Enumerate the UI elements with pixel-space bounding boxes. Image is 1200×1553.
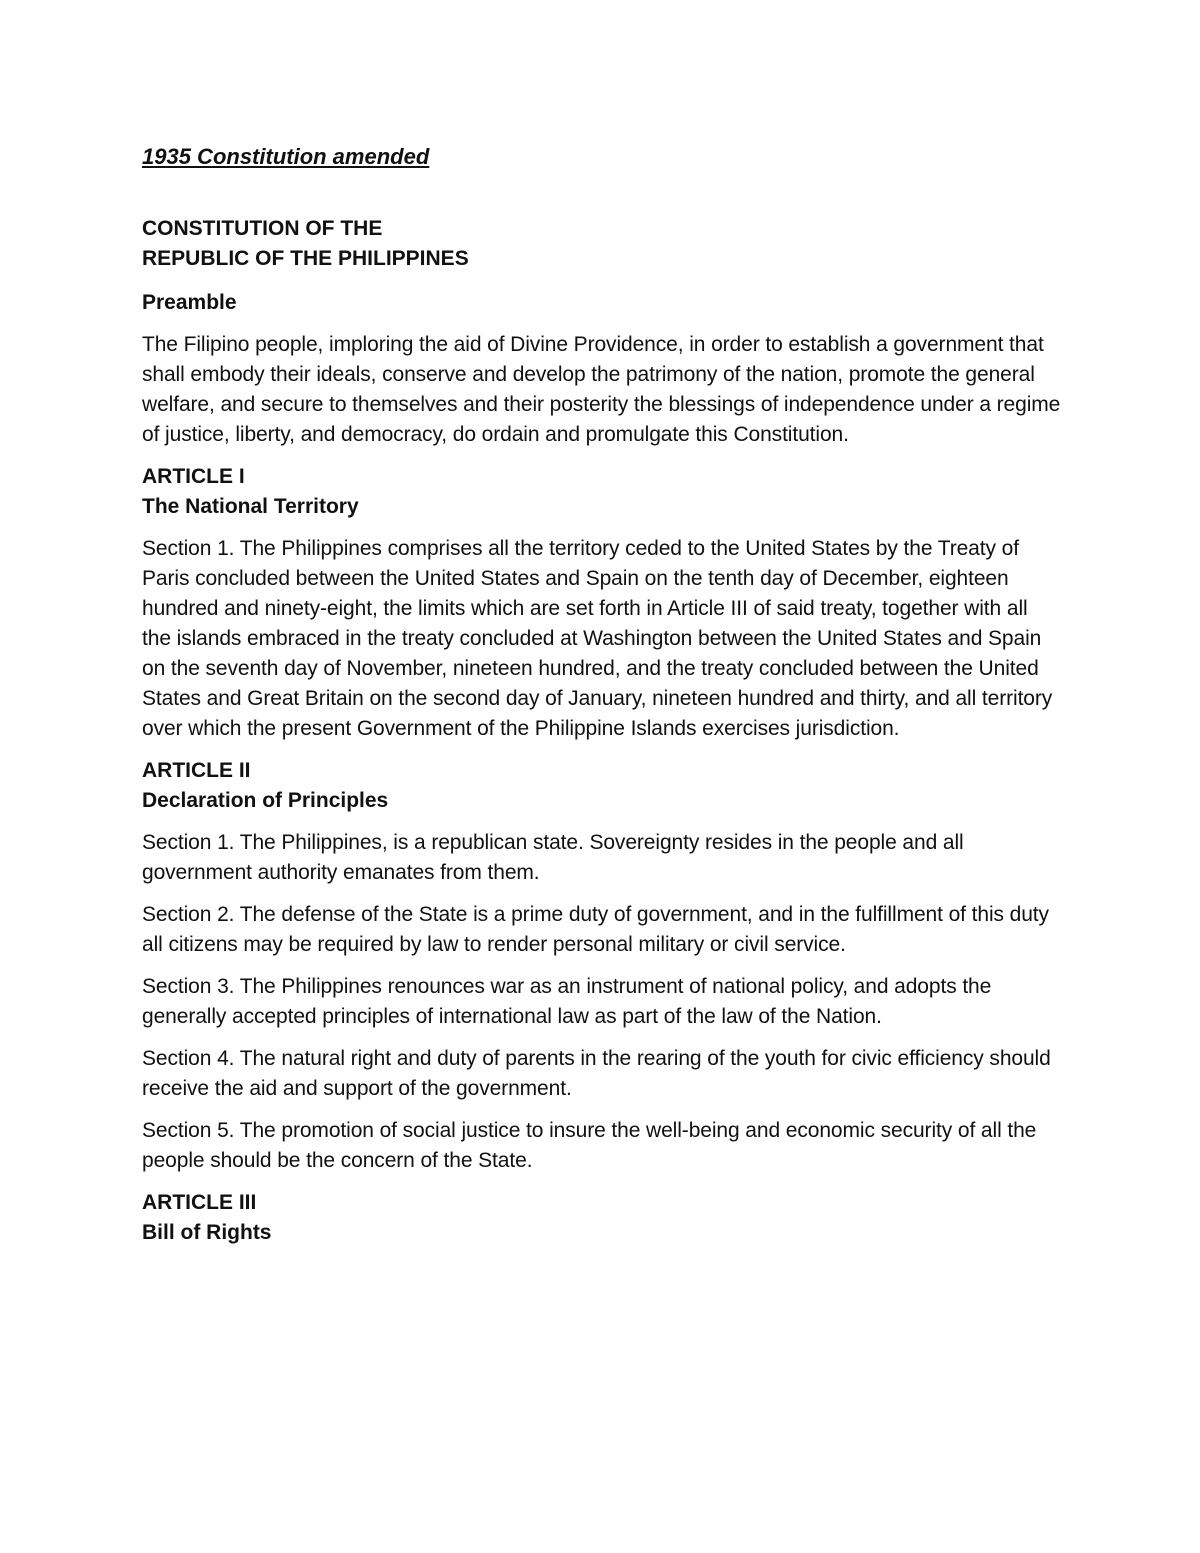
document-title-line1: CONSTITUTION OF THE	[142, 217, 383, 240]
article-1-number: ARTICLE I	[142, 465, 245, 488]
document-page	[142, 140, 1062, 1248]
document-label: 1935 Constitution amended	[142, 144, 430, 169]
article-2-section-4: Section 4. The natural right and duty of parents in the rearing of the youth for civic efficiency should receive the aid and support of the government.	[142, 1047, 1051, 1100]
article-3-number: ARTICLE III	[142, 1191, 257, 1214]
document-title-line2: REPUBLIC OF THE PHILIPPINES	[142, 247, 469, 270]
article-2-section-2: Section 2. The defense of the State is a prime duty of government, and in the fulfillment of this duty all citizens may be required by law to render personal military or civil service.	[142, 903, 1049, 956]
document-title	[142, 214, 1062, 274]
article-3-title: Bill of Rights	[142, 1221, 272, 1244]
article-2-title: Declaration of Principles	[142, 789, 389, 812]
preamble-text: The Filipino people, imploring the aid of Divine Providence, in order to establish a government that shall embody their ideals, conserve and develop the patrimony of the nation, promote the general welfare, and secure to themselves and their posterity the blessings of independence under a regime of justice, liberty, and democracy, do ordain and promulgate this Constitution.	[142, 333, 1061, 446]
article-2-section-3: Section 3. The Philippines renounces war as an instrument of national policy, and adopts the generally accepted principles of international law as part of the law of the Nation.	[142, 975, 992, 1028]
article-2-heading	[142, 756, 1062, 816]
article-1-title: The National Territory	[142, 495, 359, 518]
article-3-heading	[142, 1188, 1062, 1248]
article-2-section-1: Section 1. The Philippines, is a republican state. Sovereignty resides in the people and all government authority emanates from them.	[142, 831, 964, 884]
article-2-number: ARTICLE II	[142, 759, 251, 782]
preamble-heading: Preamble	[142, 291, 237, 314]
article-1-section-1: Section 1. The Philippines comprises all the territory ceded to the United States by the Treaty of Paris concluded between the United States and Spain on the tenth day of December, eighteen hundred and ninety-eight, the limits which are set forth in Article III of said treaty, together with all the islands embraced in the treaty concluded at Washington between the United States and Spain on the seventh day of November, nineteen hundred, and the treaty concluded between the United States and Great Britain on the second day of January, nineteen hundred and thirty, and all territory over which the present Government of the Philippine Islands exercises jurisdiction.	[142, 537, 1053, 740]
article-2-section-5: Section 5. The promotion of social justice to insure the well-being and economic security of all the people should be the concern of the State.	[142, 1119, 1037, 1172]
article-1-heading	[142, 462, 1062, 522]
